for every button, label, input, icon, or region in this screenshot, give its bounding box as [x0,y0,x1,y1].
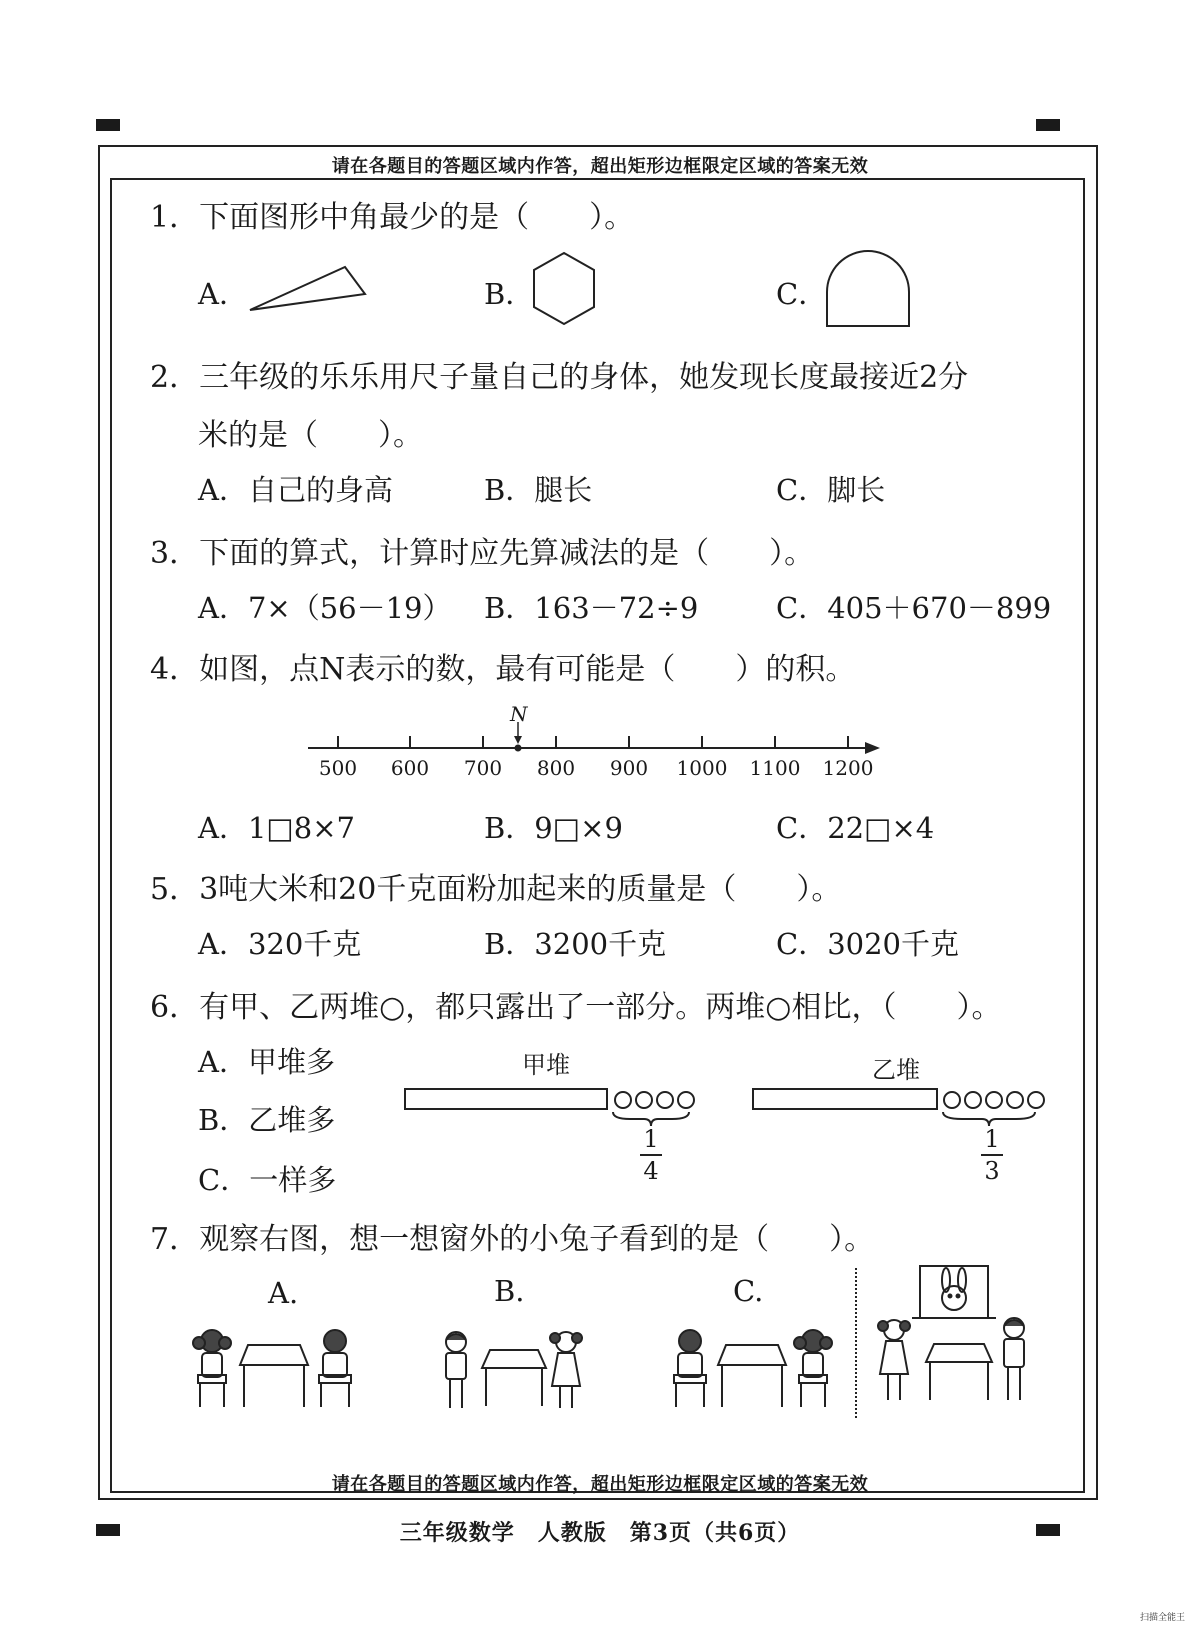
q4-option-b: B．9□×9 [484,811,623,845]
page-footer: 三年级数学 人教版 第3页（共6页） [399,1520,801,1546]
q2-option-c: C．脚长 [776,473,886,507]
pile-yi-bar [752,1088,938,1110]
question-5: 5．3吨大米和20千克面粉加起来的质量是（ ）。 [150,872,842,907]
tick-label-700: 700 [463,756,503,780]
q7-option-a: A. [268,1276,299,1310]
q5-option-c: C．3020千克 [776,927,959,961]
q3-option-c: C．405＋670－899 [776,591,1052,625]
arch-shape [822,248,914,330]
pile-jia-label: 甲堆 [522,1051,570,1079]
q3-option-a: A．7×（56－19） [198,591,452,625]
q6-option-b: B．乙堆多 [198,1103,336,1137]
scanner-logo: 扫描全能王 [1140,1613,1186,1623]
pile-jia-denominator: 4 [643,1157,659,1185]
q1-option-c: C． [776,277,828,311]
tick-label-1200: 1200 [822,756,874,780]
triangle-shape [245,262,370,317]
pile-yi-fraction [977,1126,1007,1184]
scene-c-illustration [668,1325,838,1415]
tick-label-600: 600 [390,756,430,780]
q6-option-c: C．一样多 [198,1163,337,1197]
q1-option-a: A． [198,277,248,311]
number-line-ticks [338,736,848,748]
top-notice: 请在各题目的答题区域内作答，超出矩形边框限定区域的答案无效 [331,156,869,177]
q3-option-b: B．163－72÷9 [484,591,699,625]
q4-option-c: C．22□×4 [776,811,935,845]
q7-option-c: C. [733,1274,764,1308]
pile-jia-fraction [636,1126,666,1184]
hexagon-shape [530,250,598,328]
question-2-line-2: 米的是（ ）。 [198,418,423,453]
q6-option-a: A．甲堆多 [198,1045,335,1079]
pile-yi-denominator: 3 [984,1157,1000,1185]
question-6: 6．有甲、乙两堆○，都只露出了一部分。两堆○相比，（ ）。 [150,990,1002,1025]
question-4: 4．如图，点N表示的数，最有可能是（ ）的积。 [150,652,856,687]
question-1: 1．下面图形中角最少的是（ ）。 [150,200,635,235]
tick-label-1100: 1100 [749,756,801,780]
tick-label-500: 500 [318,756,358,780]
bottom-notice: 请在各题目的答题区域内作答，超出矩形边框限定区域的答案无效 [331,1474,869,1495]
question-2-line-1: 2．三年级的乐乐用尺子量自己的身体，她发现长度最接近2分 [150,360,969,395]
q5-option-b: B．3200千克 [484,927,667,961]
scene-a-illustration [190,1325,360,1415]
pile-yi-label: 乙堆 [872,1056,920,1084]
tick-label-1000: 1000 [676,756,728,780]
q2-option-b: B．腿长 [484,473,593,507]
question-3: 3．下面的算式，计算时应先算减法的是（ ）。 [150,536,815,571]
scene-divider [855,1268,857,1418]
pile-yi-numerator: 1 [984,1125,1000,1153]
tick-label-900: 900 [609,756,649,780]
q2-option-a: A．自己的身高 [198,473,393,507]
q7-option-b: B. [494,1274,525,1308]
tick-label-800: 800 [536,756,576,780]
q5-option-a: A．320千克 [198,927,362,961]
pile-jia-bar [404,1088,608,1110]
question-7: 7．观察右图，想一想窗外的小兔子看到的是（ ）。 [150,1222,875,1257]
point-n-label: N [510,702,528,726]
q1-option-b: B． [484,277,535,311]
corner-mark-top-left [96,119,120,131]
pile-jia-numerator: 1 [643,1125,659,1153]
q4-option-a: A．1□8×7 [198,811,355,845]
scene-b-illustration [438,1328,588,1416]
reference-scene-illustration [872,1262,1037,1417]
corner-mark-top-right [1036,119,1060,131]
